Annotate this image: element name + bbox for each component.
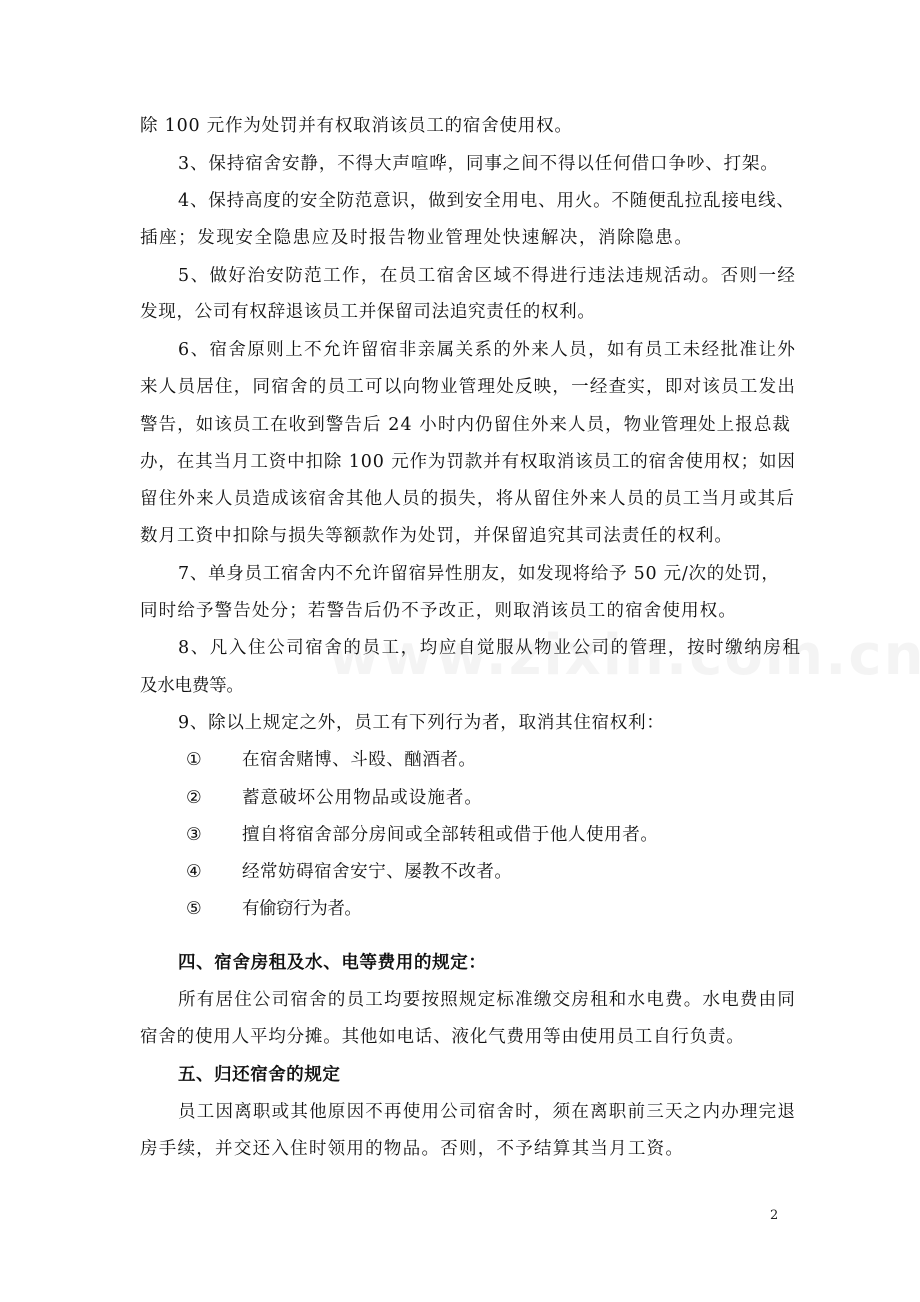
line-text: 发现，公司有权辞退该员工并保留司法追究责任的权利。 bbox=[140, 302, 596, 322]
line-text: 宿舍的使用人平均分摊。其他如电话、液化气费用等由使用员工自行负责。 bbox=[140, 1027, 745, 1047]
line-text: 所有居住公司宿舍的员工均要按照规定标准缴交房租和水电费。水电费由同 bbox=[178, 990, 797, 1010]
line-text: 经常妨碍宿舍安宁、屡教不改者。 bbox=[242, 862, 513, 882]
heading-text: 五、归还宿舍的规定 bbox=[178, 1065, 341, 1085]
list-marker: ③ bbox=[186, 825, 202, 845]
line-text: 来人员居住，同宿舍的员工可以向物业管理处反映，一经查实，即对该员工发出 bbox=[140, 377, 797, 397]
text-line bbox=[0, 150, 920, 178]
text-line bbox=[0, 485, 920, 513]
text-line bbox=[0, 1098, 920, 1126]
text-line bbox=[0, 1135, 920, 1163]
text-line bbox=[0, 986, 920, 1014]
line-text: 警告，如该员工在收到警告后 24 小时内仍留住外来人员，物业管理处上报总裁 bbox=[140, 415, 791, 435]
line-text: 房手续，并交还入住时领用的物品。否则，不予结算其当月工资。 bbox=[140, 1139, 685, 1159]
text-line bbox=[0, 373, 920, 401]
line-text: 同时给予警告处分；若警告后仍不予改正，则取消该员工的宿舍使用权。 bbox=[140, 601, 738, 621]
text-line bbox=[0, 224, 920, 252]
line-text: 9、除以上规定之外，员工有下列行为者，取消其住宿权利： bbox=[178, 713, 665, 733]
text-line bbox=[0, 672, 920, 700]
line-text: 在宿舍赌博、斗殴、酗酒者。 bbox=[242, 750, 477, 770]
page-number: 2 bbox=[770, 1208, 779, 1223]
line-text: 5、做好治安防范工作，在员工宿舍区域不得进行违法违规活动。否则一经 bbox=[178, 266, 797, 286]
list-item bbox=[0, 821, 920, 849]
text-line bbox=[0, 1023, 920, 1051]
list-marker: ④ bbox=[186, 862, 202, 882]
line-text: 员工因离职或其他原因不再使用公司宿舍时，须在离职前三天之内办理完退 bbox=[178, 1102, 797, 1122]
line-text: 蓄意破坏公用物品或设施者。 bbox=[242, 788, 483, 808]
text-line bbox=[0, 634, 920, 662]
line-text: 擅自将宿舍部分房间或全部转租或借于他人使用者。 bbox=[242, 825, 659, 845]
line-text: 8、凡入住公司宿舍的员工，均应自觉服从物业公司的管理，按时缴纳房租 bbox=[178, 638, 802, 658]
heading-text: 四、宿舍房租及水、电等费用的规定： bbox=[178, 953, 487, 973]
list-item bbox=[0, 784, 920, 812]
line-text: 7、单身员工宿舍内不允许留宿异性朋友，如发现将给予 50 元/次的处罚， bbox=[178, 564, 780, 584]
list-marker: ⑤ bbox=[186, 899, 202, 919]
text-line bbox=[0, 187, 920, 215]
line-text: 留住外来人员造成该宿舍其他人员的损失，将从留住外来人员的员工当月或其后 bbox=[140, 489, 796, 509]
text-line bbox=[0, 411, 920, 439]
text-line bbox=[0, 336, 920, 364]
text-line bbox=[0, 560, 920, 588]
text-line bbox=[0, 522, 920, 550]
text-line bbox=[0, 597, 920, 625]
list-item bbox=[0, 746, 920, 774]
line-text: 插座；发现安全隐患应及时报告物业管理处快速解决，消除隐患。 bbox=[140, 228, 694, 248]
line-text: 3、保持宿舍安静，不得大声喧哗，同事之间不得以任何借口争吵、打架。 bbox=[178, 154, 779, 174]
text-line bbox=[0, 298, 920, 326]
line-text: 办，在其当月工资中扣除 100 元作为罚款并有权取消该员工的宿舍使用权；如因 bbox=[140, 452, 796, 472]
list-marker: ① bbox=[186, 750, 202, 770]
list-marker: ② bbox=[186, 788, 202, 808]
line-text: 除 100 元作为处罚并有权取消该员工的宿舍使用权。 bbox=[140, 116, 573, 136]
line-text: 及水电费等。 bbox=[140, 676, 244, 696]
text-line bbox=[0, 448, 920, 476]
line-text: 数月工资中扣除与损失等额款作为处罚，并保留追究其司法责任的权利。 bbox=[140, 526, 733, 546]
line-text: 有偷窃行为者。 bbox=[242, 899, 362, 919]
list-item bbox=[0, 858, 920, 886]
section-heading bbox=[0, 949, 920, 977]
text-line bbox=[0, 262, 920, 290]
line-text: 6、宿舍原则上不允许留宿非亲属关系的外来人员，如有员工未经批准让外 bbox=[178, 340, 797, 360]
line-text: 4、保持高度的安全防范意识，做到安全用电、用火。不随便乱拉乱接电线、 bbox=[178, 191, 795, 211]
text-line bbox=[0, 112, 920, 140]
section-heading bbox=[0, 1061, 920, 1089]
list-item bbox=[0, 895, 920, 923]
text-line bbox=[0, 709, 920, 737]
